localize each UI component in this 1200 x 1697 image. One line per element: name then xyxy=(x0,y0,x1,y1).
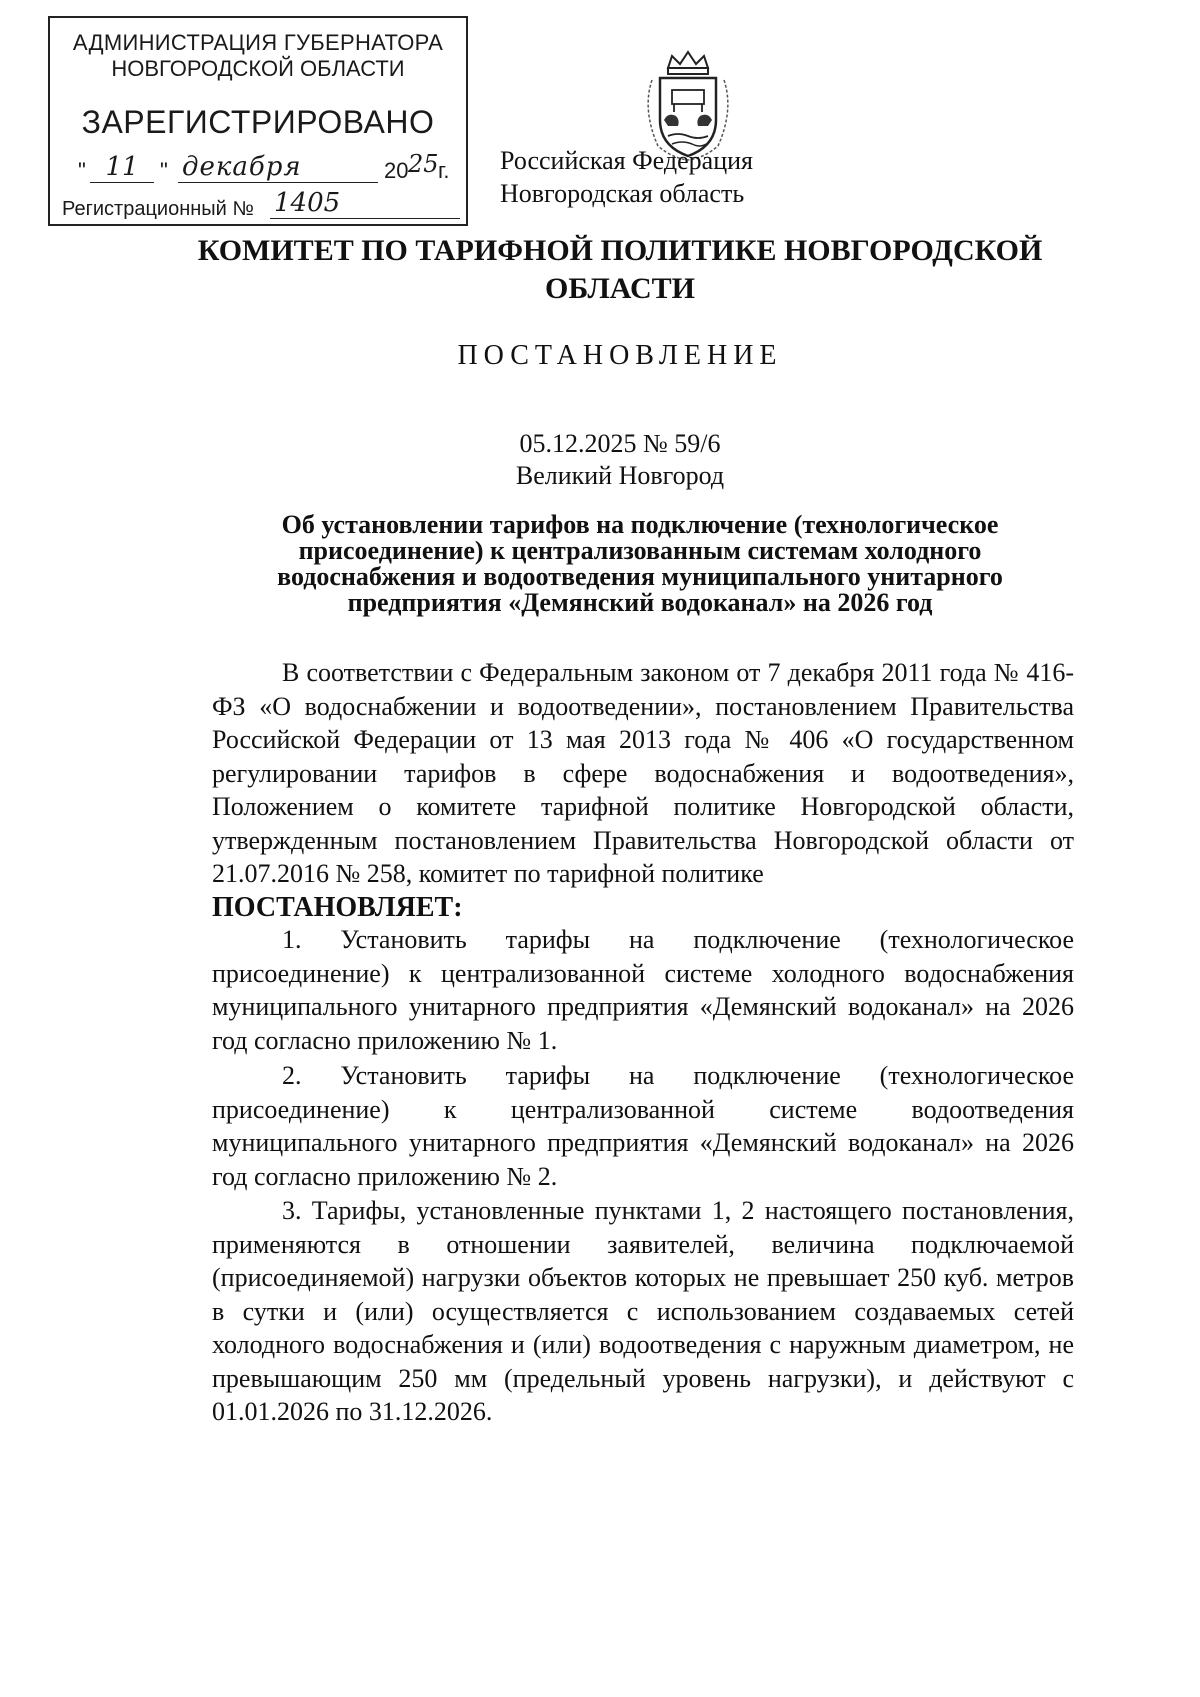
registration-stamp xyxy=(48,16,468,226)
date-number: 05.12.2025 № 59/6 xyxy=(519,429,721,458)
stamp-month-underline xyxy=(178,182,378,183)
stamp-line-administration: АДМИНИСТРАЦИЯ ГУБЕРНАТОРА xyxy=(72,30,444,55)
stamp-reg-label: Регистрационный № xyxy=(62,198,254,220)
stamp-line-region: НОВГОРОДСКОЙ ОБЛАСТИ xyxy=(111,56,405,81)
item-1-paragraph: 1. Установить тарифы на подключение (технологическое присоединение) к централизованной системе холодного водоснабжения муниципального унитарного предприятия «Демянский водоканал» на 2026 год согласно приложению № 1. xyxy=(212,925,1074,1055)
stamp-registered: ЗАРЕГИСТРИРОВАНО xyxy=(81,104,435,140)
item-3-paragraph: 3. Тарифы, установленные пунктами 1, 2 настоящего постановления, применяются в отношении заявителей, величина подключаемой (присоединяемой) нагрузки объектов которых не превышает 250 куб. метров в сутки и (или) осуществляется с использованием создаваемых сетей холодного водоснабжения и (или) водоотведения с наружным диаметром, не превышающим 250 мм (предельный уровень нагрузки), и действуют с 01.01.2026 по 31.12.2026. xyxy=(212,1196,1074,1426)
stamp-quote-close: " xyxy=(160,158,168,183)
subject-line: присоединение) к централизованным системам холодного xyxy=(298,536,982,565)
decrees-heading: ПОСТАНОВЛЯЕТ: xyxy=(212,892,463,923)
subject-line: водоснабжения и водоотведения муниципального унитарного xyxy=(277,562,1003,591)
document-subject xyxy=(200,512,1080,616)
country-name: Российская Федерация xyxy=(500,146,753,175)
stamp-reg-number-handwritten: 1405 xyxy=(274,188,341,218)
preamble-paragraph: В соответствии с Федеральным законом от 7 декабря 2011 года № 416-ФЗ «О водоснабжении и водоотведении», постановлением Правительства Российской Федерации от 13 мая 2013 года № 406 «О государственном регулировании тарифов в сфере водоснабжения и водоотведения», Положением о комитете тарифной политике Новгородской области, утвержденным постановлением Правительства Новгородской области от 21.07.2016 № 258, комитет по тарифной политике xyxy=(212,658,1074,888)
stamp-year-handwritten: 25 xyxy=(408,150,439,178)
stamp-year-prefix: 20 xyxy=(384,158,409,183)
region-name: Новгородская область xyxy=(500,179,745,208)
stamp-month-handwritten: декабря xyxy=(182,152,302,182)
document-type: ПОСТАНОВЛЕНИЕ xyxy=(457,340,783,371)
stamp-date-line xyxy=(78,150,458,188)
stamp-day-handwritten: 11 xyxy=(105,152,139,182)
stamp-year-letter: г. xyxy=(438,158,450,183)
stamp-reg-underline xyxy=(270,218,460,219)
city: Великий Новгород xyxy=(515,461,725,490)
item-2-paragraph: 2. Установить тарифы на подключение (технологическое присоединение) к централизованной системе водоотведения муниципального унитарного предприятия «Демянский водоканал» на 2026 год согласно приложению № 2. xyxy=(212,1061,1074,1191)
stamp-quote-open: " xyxy=(78,158,86,183)
subject-line: предприятия «Демянский водоканал» на 2026 год xyxy=(347,588,933,617)
committee-title: КОМИТЕТ ПО ТАРИФНОЙ ПОЛИТИКЕ НОВГОРОДСКОЙ ОБЛАСТИ xyxy=(197,234,1043,305)
subject-line: Об установлении тарифов на подключение (технологическое xyxy=(281,510,999,539)
stamp-day-underline xyxy=(90,182,154,183)
